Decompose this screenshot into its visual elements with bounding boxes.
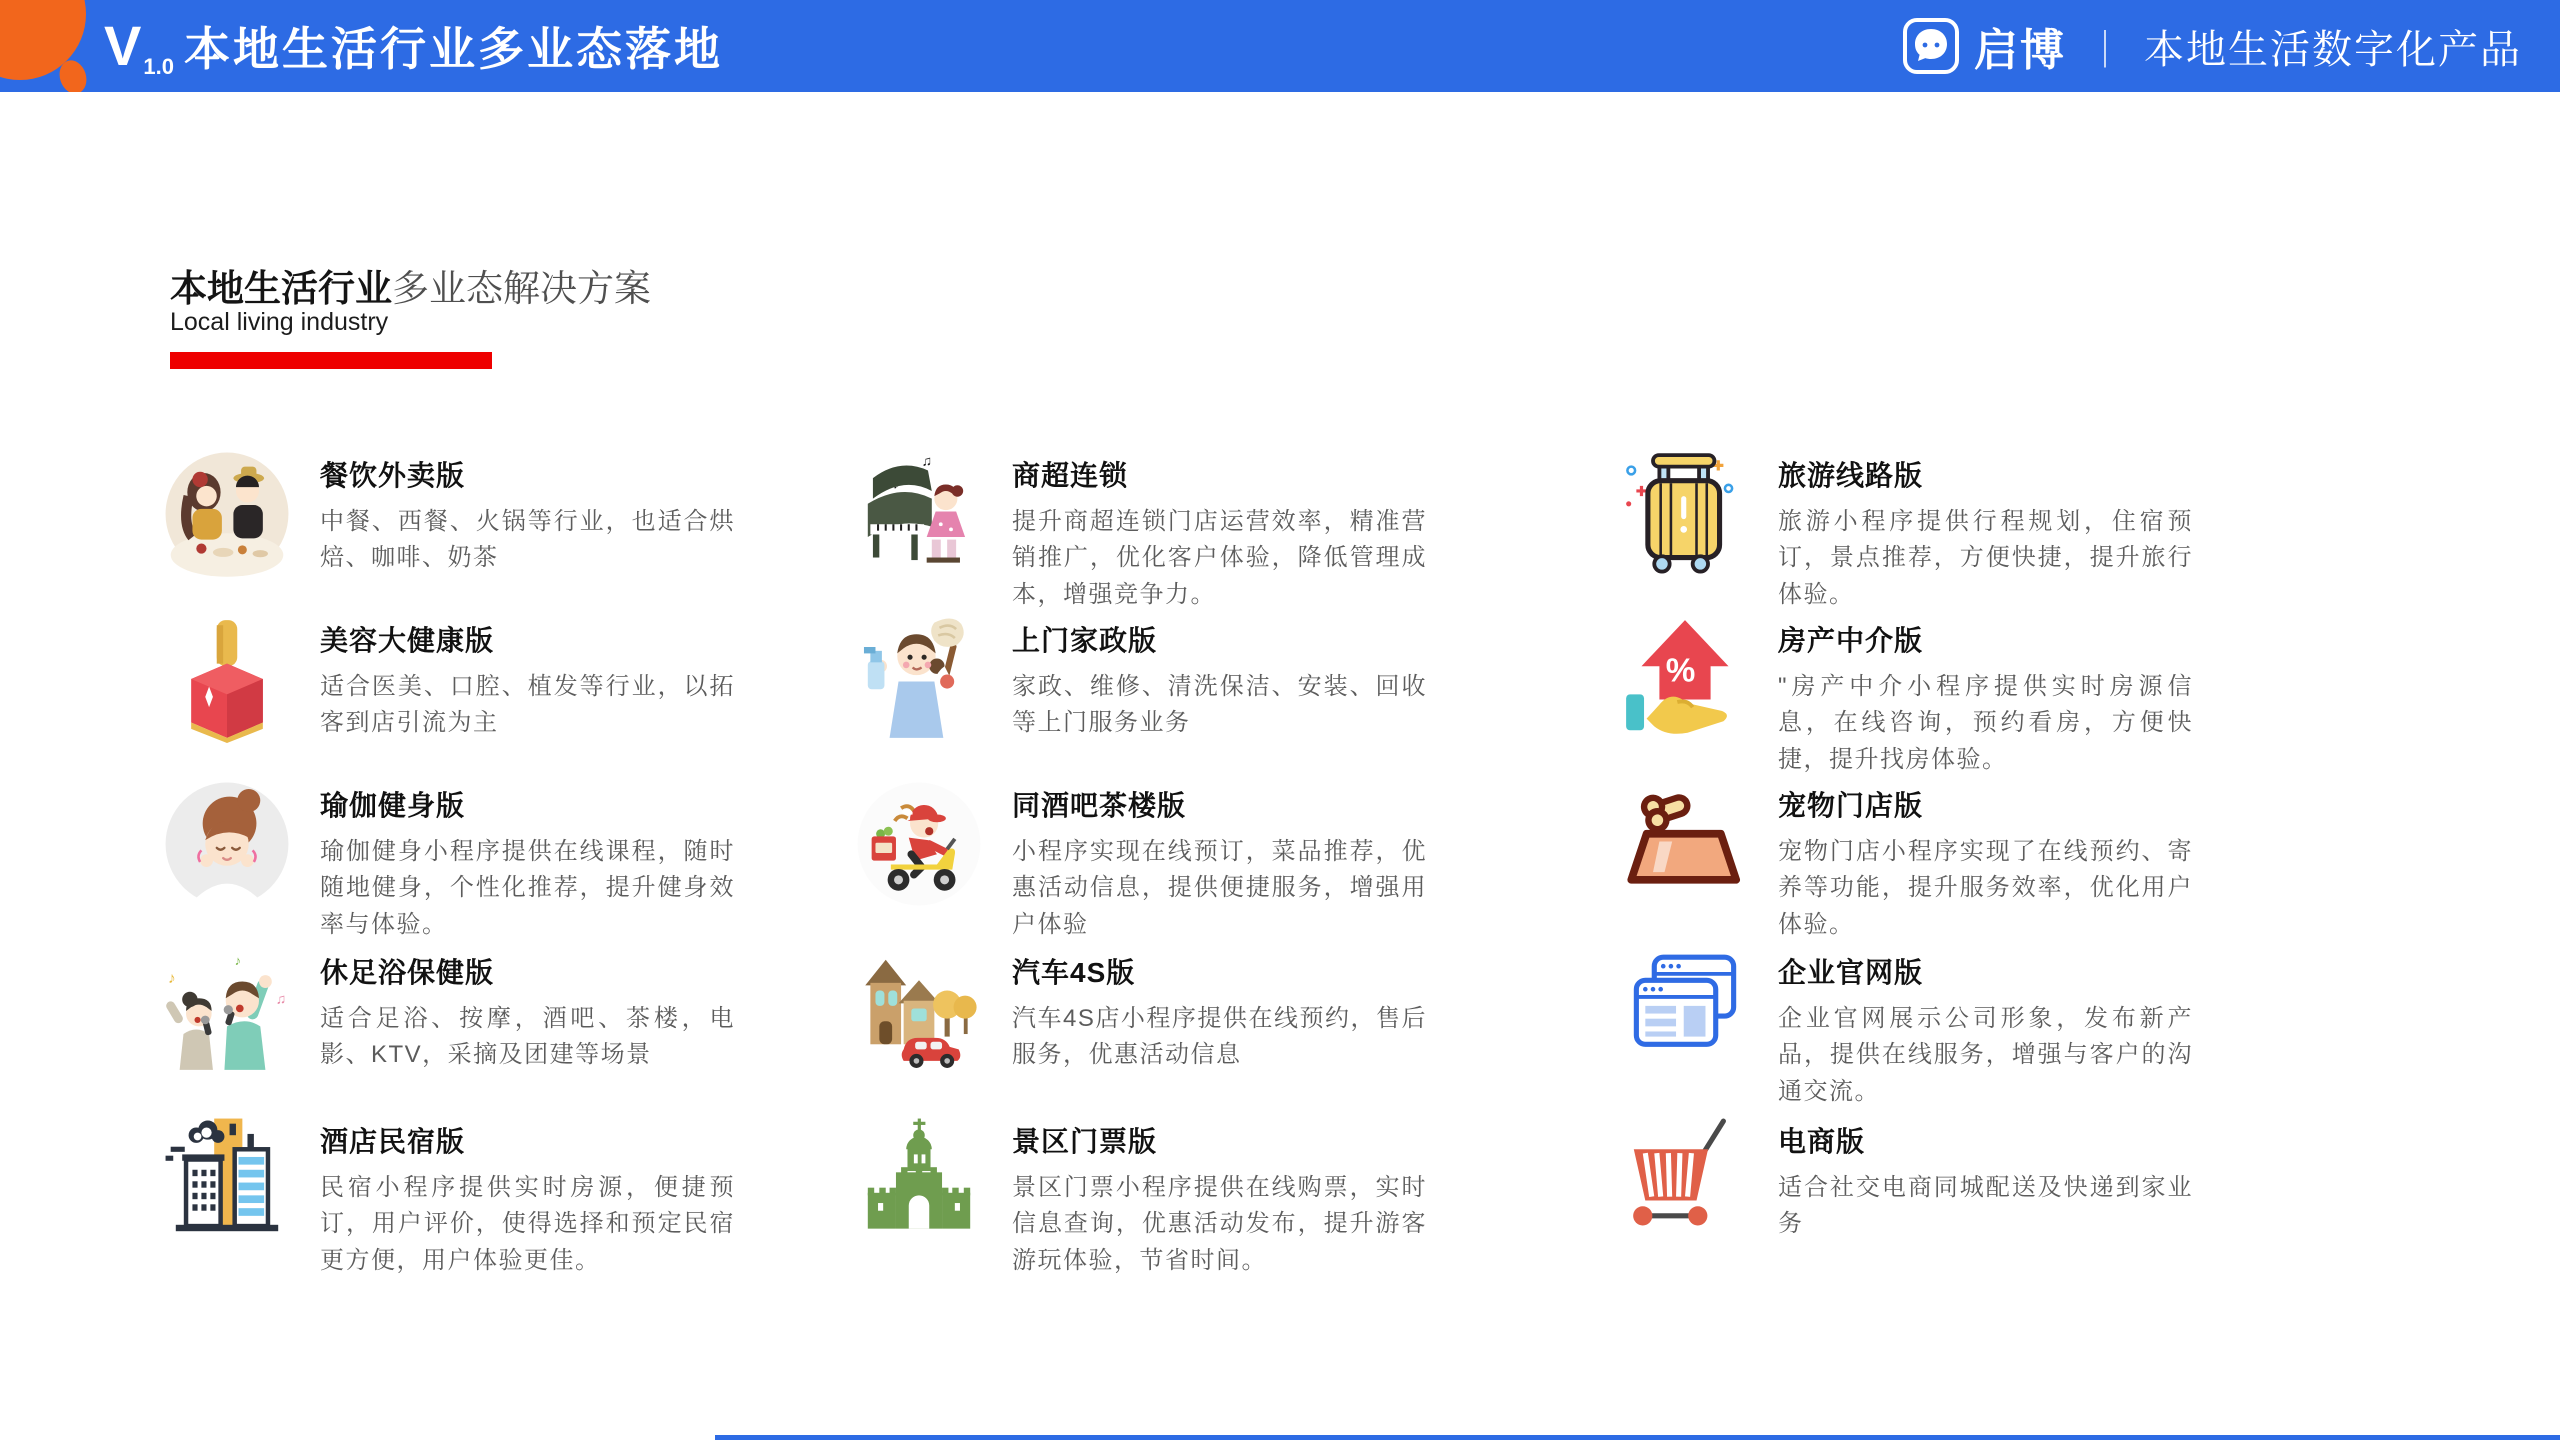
- solution-item-pet-store: [1618, 780, 2193, 943]
- solution-item-yoga: [160, 780, 735, 943]
- page-title: [104, 0, 723, 92]
- solutions-column-3: [1618, 450, 2193, 1390]
- item-description: 家政、维修、清洗保洁、安装、回收等上门服务业务: [1012, 673, 1427, 737]
- red-underline-bar: [170, 352, 492, 369]
- solution-item-beauty: [160, 615, 735, 755]
- item-title: 酒店民宿版: [320, 1126, 466, 1157]
- item-description: 旅游小程序提供行程规划，住宿预订，景点推荐，方便快捷，提升旅行体验。: [1778, 508, 2193, 608]
- item-title: 休足浴保健版: [320, 957, 495, 988]
- item-description: 适合足浴、按摩，酒吧、茶楼，电影、KTV，采摘及团建等场景: [320, 1005, 735, 1069]
- item-description: "房产中介小程序提供实时房源信息，在线咨询，预约看房，方便快捷，提升找房体验。: [1778, 673, 2193, 773]
- item-description: 中餐、西餐、火锅等行业，也适合烘焙、咖啡、奶茶: [320, 508, 735, 572]
- item-title: 上门家政版: [1012, 625, 1158, 656]
- yoga-face-icon: [163, 780, 291, 908]
- solutions-column-2: [852, 450, 1427, 1390]
- browser-windows-icon: [1621, 947, 1749, 1075]
- version-prefix: V: [104, 14, 142, 77]
- item-description: 民宿小程序提供实时房源，便捷预订，用户评价，使得选择和预定民宿更方便，用户体验更佳。: [320, 1174, 735, 1274]
- solution-item-housekeeping: [852, 615, 1427, 755]
- item-description: 宠物门店小程序实现了在线预约、寄养等功能，提升服务效率，优化用户体验。: [1778, 838, 2193, 938]
- header-bar: [0, 0, 2560, 92]
- item-title: 瑜伽健身版: [320, 790, 466, 821]
- solution-item-bar-teahouse: [852, 780, 1427, 943]
- svg-text:♫: ♫: [275, 990, 287, 1007]
- bottom-accent-line: [715, 1435, 2560, 1440]
- castle-gate-icon: [855, 1116, 983, 1244]
- solutions-column-1: [160, 450, 735, 1390]
- item-description: 适合社交电商同城配送及快递到家业务: [1778, 1174, 2193, 1238]
- item-title: 商超连锁: [1012, 460, 1129, 491]
- chat-bubble-logo-icon: [1902, 17, 1960, 75]
- svg-text:♪: ♪: [234, 952, 242, 968]
- item-title: 宠物门店版: [1778, 790, 1924, 821]
- shopping-cart-icon: [1621, 1116, 1749, 1244]
- item-title: 房产中介版: [1778, 625, 1924, 656]
- solution-item-corporate-website: [1618, 947, 2193, 1110]
- solution-item-car-4s: [852, 947, 1427, 1087]
- version-number: 1.0: [143, 54, 174, 79]
- hotel-buildings-icon: [163, 1116, 291, 1244]
- solution-item-travel: [1618, 450, 2193, 613]
- item-description: 景区门票小程序提供在线购票，实时信息查询，优惠活动发布，提升游客游玩体验，节省时间。: [1012, 1174, 1427, 1274]
- nail-polish-icon: [163, 615, 291, 743]
- car-4s-icon: [855, 947, 983, 1075]
- item-title: 电商版: [1778, 1126, 1866, 1157]
- solution-item-ecommerce: [1618, 1116, 2193, 1256]
- item-description: 小程序实现在线预订，菜品推荐，优惠活动信息，提供便捷服务，增强用户体验: [1012, 838, 1427, 938]
- brand-divider: ｜: [2085, 29, 2124, 72]
- item-title: 汽车4S版: [1012, 957, 1136, 988]
- item-description: 瑜伽健身小程序提供在线课程，随时随地健身，个性化推荐，提升健身效率与体验。: [320, 838, 735, 938]
- item-title: 旅游线路版: [1778, 460, 1924, 491]
- piano-girl-icon: [855, 450, 983, 578]
- dining-illustration-icon: [163, 450, 291, 578]
- section-title: [170, 258, 651, 312]
- item-title: 美容大健康版: [320, 625, 495, 656]
- pet-bowl-icon: [1621, 780, 1749, 908]
- housekeeper-icon: [855, 615, 983, 743]
- brand-name: 启博: [1973, 26, 2066, 75]
- solution-item-hotel: [160, 1116, 735, 1279]
- section-title-light: 多业态解决方案: [392, 268, 651, 309]
- solution-item-real-estate: [1618, 615, 2193, 778]
- solution-item-dining: [160, 450, 735, 590]
- section-title-strong: 本地生活行业: [170, 268, 392, 309]
- karaoke-singers-icon: [163, 947, 291, 1075]
- item-title: 企业官网版: [1778, 957, 1924, 988]
- section-subtitle-en: Local living industry: [170, 308, 389, 336]
- delivery-scooter-icon: [855, 780, 983, 908]
- page-title-text: 本地生活行业多业态落地: [183, 23, 723, 75]
- house-percent-hand-icon: [1621, 615, 1749, 743]
- suitcase-icon: [1621, 450, 1749, 578]
- solution-item-leisure: [160, 947, 735, 1087]
- item-title: 同酒吧茶楼版: [1012, 790, 1187, 821]
- solution-item-supermarket: [852, 450, 1427, 613]
- item-description: 汽车4S店小程序提供在线预约，售后服务，优惠活动信息: [1012, 1005, 1427, 1069]
- item-title: 餐饮外卖版: [320, 460, 466, 491]
- brand-subtitle: 本地生活数字化产品: [2144, 27, 2522, 72]
- brand-logo-block: [1902, 0, 2522, 92]
- solution-item-scenic-tickets: [852, 1116, 1427, 1279]
- item-title: 景区门票版: [1012, 1126, 1158, 1157]
- item-description: 适合医美、口腔、植发等行业，以拓客到店引流为主: [320, 673, 735, 737]
- svg-text:♫: ♫: [921, 452, 933, 469]
- item-description: 企业官网展示公司形象，发布新产品，提供在线服务，增强与客户的沟通交流。: [1778, 1005, 2193, 1105]
- svg-text:♪: ♪: [168, 969, 176, 987]
- svg-text:%: %: [1665, 652, 1696, 690]
- item-description: 提升商超连锁门店运营效率，精准营销推广，优化客户体验，降低管理成本，增强竞争力。: [1012, 508, 1427, 608]
